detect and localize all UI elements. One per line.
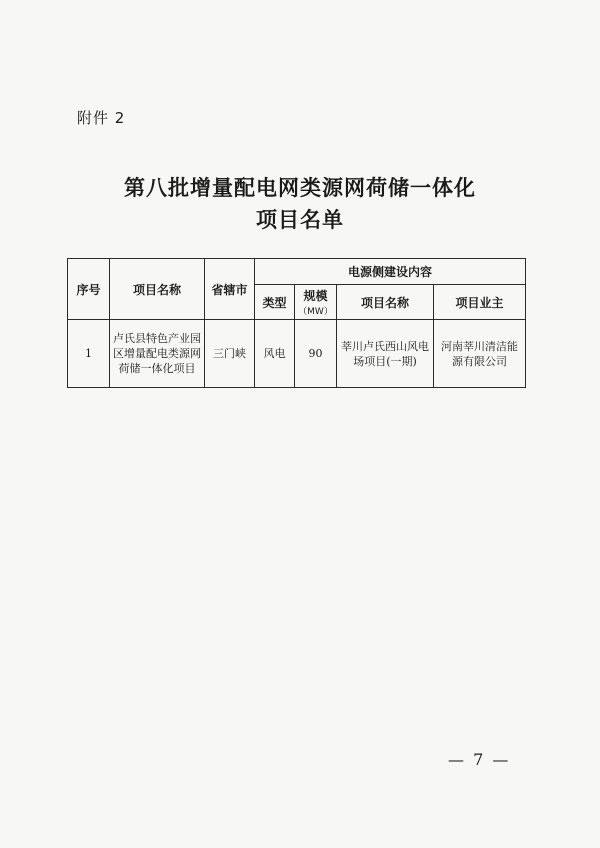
header-owner: 项目业主 bbox=[434, 285, 526, 320]
cell-source-project-name: 莘川卢氏西山风电场项目(一期) bbox=[337, 320, 434, 388]
cell-index: 1 bbox=[68, 320, 110, 388]
header-scale-unit: （MW） bbox=[298, 307, 333, 317]
header-scale bbox=[295, 285, 337, 320]
header-type: 类型 bbox=[255, 285, 295, 320]
table-header-row bbox=[68, 259, 526, 285]
cell-type: 风电 bbox=[255, 320, 295, 388]
header-index: 序号 bbox=[68, 259, 110, 320]
cell-project-name: 卢氏县特色产业园区增量配电类源网荷储一体化项目 bbox=[110, 320, 205, 388]
header-source-project-name: 项目名称 bbox=[337, 285, 434, 320]
table-row bbox=[68, 320, 526, 388]
header-power-side-group: 电源侧建设内容 bbox=[255, 259, 526, 285]
project-list-table bbox=[67, 258, 526, 388]
cell-scale: 90 bbox=[295, 320, 337, 388]
document-title-line-2: 项目名单 bbox=[256, 208, 344, 232]
header-city: 省辖市 bbox=[205, 259, 255, 320]
header-project-name: 项目名称 bbox=[110, 259, 205, 320]
cell-owner: 河南莘川清洁能源有限公司 bbox=[434, 320, 526, 388]
cell-city: 三门峡 bbox=[205, 320, 255, 388]
page-number: — 7 — bbox=[448, 750, 511, 769]
document-title-line-1: 第八批增量配电网类源网荷储一体化 bbox=[124, 176, 476, 200]
attachment-label: 附件 2 bbox=[77, 109, 126, 127]
header-scale-label: 规模 bbox=[303, 289, 328, 303]
